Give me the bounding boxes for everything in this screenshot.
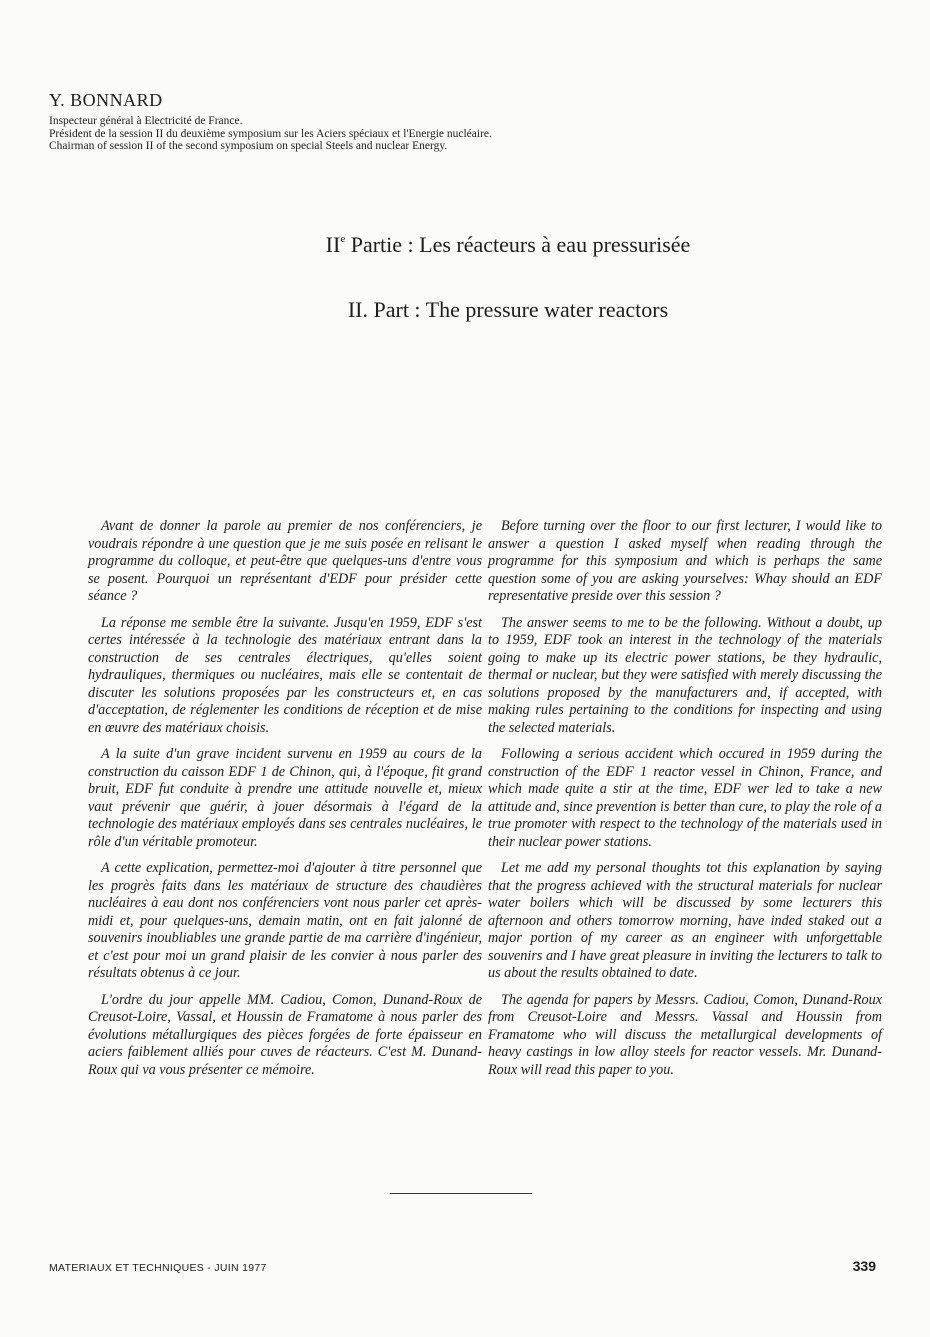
french-section-title [0,232,930,258]
paragraph: Avant de donner la parole au premier de nos conférenciers, je voudrais répondre à une question que je me suis posée en relisant le programme du colloque, et peut-être que quelques-uns d'entre vous se posent. Pourquoi un représentant d'EDF pour présider cette séance ? [88,518,482,604]
paragraph: La réponse me semble être la suivante. Jusqu'en 1959, EDF s'est certes intéressée à la technologie des matériaux entrant dans la construction de ses centrales électriques, qu'elles soient hydrauliques, thermiques ou nucléaires, mais elle se contentait de discuter les solutions proposées par les constructeurs et, en cas d'acceptation, de réglementer les conditions de réception et de mise en œuvre des matériaux choisis. [88,614,482,736]
english-section-title: II. Part : The pressure water reactors [347,297,669,322]
title-text: Partie : Les réacteurs à eau pressurisée [345,232,691,257]
title-superscript: e [340,233,346,245]
author-affiliation [49,115,492,153]
journal-footer: MATERIAUX ET TECHNIQUES - JUIN 1977 [49,1262,267,1274]
paragraph: A cette explication, permettez-moi d'ajouter à titre personnel que les progrès faits dans les matériaux de structure des chaudières nucléaires à eau dont nos conférenciers vont nous parler cet après-midi et, pour quelques-uns, demain matin, ont en fait jalonné de souvenirs inoubliables une grande partie de ma carrière d'ingénieur, et c'est pour moi un grand plaisir de les convier à nous parler des résultats obtenus à ce jour. [88,860,482,981]
title-roman: II [325,232,341,257]
english-column [488,518,882,1088]
french-column [88,518,482,1088]
author-name: Y. BONNARD [49,90,163,110]
paragraph: A la suite d'un grave incident survenu en 1959 au cours de la construction du caisson EDF 1 de Chinon, qui, à l'époque, fit grand bruit, EDF fut conduite à prendre une attitude nouvelle et, mieux vaut prévenir que guérir, à jouer désormais à l'égard de la technologie des matériaux employés dans ses centrales nucléaires, le rôle d'un véritable promoteur. [88,746,482,850]
divider-rule [390,1193,532,1194]
paragraph: L'ordre du jour appelle MM. Cadiou, Comon, Dunand-Roux de Creusot-Loire, Vassal, et Houssin de Framatome à nous parler des évolutions métallurgiques des pièces forgées de forte épaisseur en aciers faiblement alliés pour cuves de réacteurs. C'est M. Dunand-Roux qui va vous présenter ce mémoire. [88,991,482,1078]
paragraph: The answer seems to me to be the following. Without a doubt, up to 1959, EDF took an interest in the technology of the materials going to make up its electric power stations, be they hydraulic, thermal or nuclear, but they were satisfied with merely discussing the solutions proposed by the manufacturers and, if accepted, with making rules pertaining to the conditions for inspecting and using the selected materials. [488,614,882,736]
paragraph: The agenda for papers by Messrs. Cadiou, Comon, Dunand-Roux from Creusot-Loire and Messrs. Vassal and Houssin from Framatome who will discuss the metallurgical developments of heavy castings in low alloy steels for reactor vessels. Mr. Dunand-Roux will read this paper to you. [488,991,882,1078]
page-number: 339 [852,1258,876,1274]
affiliation-line: Président de la session II du deuxième symposium sur les Aciers spéciaux et l'Energie nucléaire. [49,127,492,140]
affiliation-line: Chairman of session II of the second symposium on special Steels and nuclear Energy. [49,140,448,152]
paragraph: Before turning over the floor to our first lecturer, I would like to answer a question I asked myself when reading through the programme for this symposium and which is perhaps the same question some of you are asking yourselves: Whay should an EDF representative preside over this session ? [488,518,882,604]
paragraph: Following a serious accident which occured in 1959 during the construction of the EDF 1 reactor vessel in Chinon, France, and which made quite a stir at the time, EDF wer led to take a new attitude and, since prevention is better than cure, to play the role of a true promoter with respect to the technology of the materials used in their nuclear power stations. [488,746,882,850]
affiliation-line: Inspecteur général à Electricité de France. [49,115,243,127]
paragraph: Let me add my personal thoughts tot this explanation by saying that the progress achieved with the structural materials for nuclear water boilers which will be discussed by some lecturers this afternoon and others tomorrow morning, have inded staked out a major portion of my career as an engineer with unforgettable souvenirs and I have great pleasure in inviting the lecturers to talk to us about the results obtained to date. [488,860,882,981]
